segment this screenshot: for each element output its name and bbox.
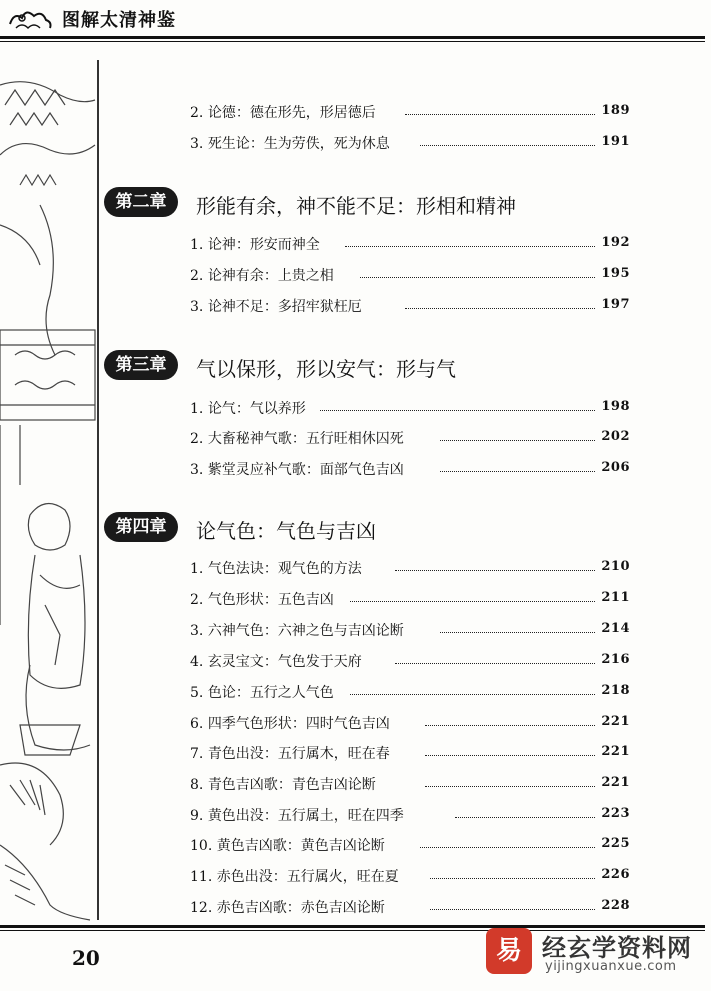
toc-page-number: 211: [601, 590, 630, 605]
chapter-title: 气以保形，形以安气：形与气: [196, 357, 456, 381]
toc-page-number: 221: [601, 714, 630, 729]
toc-entry[interactable]: 6. 四季气色形状：四时气色吉凶 221: [190, 714, 630, 732]
toc-page-number: 226: [601, 867, 630, 882]
toc-page-number: 214: [601, 621, 630, 636]
toc-page-number: 216: [601, 652, 630, 667]
toc-page-number: 225: [601, 836, 630, 851]
toc-page-number: 197: [601, 297, 630, 312]
watermark-logo-icon: 易: [486, 928, 532, 974]
watermark-title[interactable]: 经玄学资料网: [542, 934, 692, 962]
toc-entry[interactable]: 8. 青色吉凶歌：青色吉凶论断 221: [190, 775, 630, 793]
toc-entry[interactable]: 10. 黄色吉凶歌：黄色吉凶论断 225: [190, 836, 630, 854]
chapter-title: 论气色：气色与吉凶: [196, 519, 376, 543]
toc-page-number: 223: [601, 806, 630, 821]
header-rule-thin: [0, 41, 705, 42]
page-header: [0, 0, 711, 45]
toc-page-number: 189: [601, 103, 630, 118]
book-title: 图解太清神鉴: [62, 10, 176, 31]
toc-entry[interactable]: 2. 大畜秘神气歌：五行旺相休囚死 202: [190, 429, 630, 447]
toc-entry[interactable]: 2. 论神有余：上贵之相 195: [190, 266, 630, 284]
toc-page-number: 195: [601, 266, 630, 281]
toc-entry[interactable]: 2. 气色形状：五色吉凶 211: [190, 590, 630, 608]
toc-entry[interactable]: 1. 论气：气以养形 198: [190, 399, 630, 417]
watermark-url[interactable]: yijingxuanxue.com: [545, 959, 677, 974]
toc-entry[interactable]: 1. 气色法诀：观气色的方法 210: [190, 559, 630, 577]
toc-entry[interactable]: 4. 玄灵宝文：气色发于天府 216: [190, 652, 630, 670]
cloud-ornament-icon: [6, 4, 56, 34]
toc-entry[interactable]: 12. 赤色吉凶歌：赤色吉凶论断 228: [190, 898, 630, 916]
toc-entry[interactable]: 3. 紫堂灵应补气歌：面部气色吉凶 206: [190, 460, 630, 478]
page-number: 20: [72, 946, 100, 970]
toc-entry[interactable]: 11. 赤色出没：五行属火，旺在夏 226: [190, 867, 630, 885]
toc-entry[interactable]: 1. 论神：形安而神全 192: [190, 235, 630, 253]
chapter-label: 第三章: [104, 350, 178, 380]
toc-entry[interactable]: 3. 六神气色：六神之色与吉凶论断 214: [190, 621, 630, 639]
decorative-illustration-icon: [0, 45, 100, 925]
toc-entry[interactable]: 7. 青色出没：五行属木，旺在春 221: [190, 744, 630, 762]
chapter-label: 第四章: [104, 512, 178, 542]
toc-page-number: 191: [601, 134, 630, 149]
toc-page-number: 198: [601, 399, 630, 414]
toc-page-number: 202: [601, 429, 630, 444]
toc-entry[interactable]: 5. 色论：五行之人气色 218: [190, 683, 630, 701]
toc-page-number: 192: [601, 235, 630, 250]
toc-page-number: 210: [601, 559, 630, 574]
toc-page-number: 218: [601, 683, 630, 698]
chapter-label: 第二章: [104, 187, 178, 217]
toc-entry[interactable]: 3. 死生论：生为劳佚，死为休息 191: [190, 134, 630, 152]
chapter-title: 形能有余，神不能不足：形相和精神: [196, 194, 516, 218]
toc-entry[interactable]: 9. 黄色出没：五行属土，旺在四季 223: [190, 806, 630, 824]
toc-entry[interactable]: 3. 论神不足：多招牢狱枉厄 197: [190, 297, 630, 315]
toc-page-number: 221: [601, 744, 630, 759]
toc-page-number: 221: [601, 775, 630, 790]
toc-page-number: 206: [601, 460, 630, 475]
toc-entry[interactable]: 2. 论德：德在形先，形居德后 189: [190, 103, 630, 121]
header-rule: [0, 36, 705, 39]
margin-rule: [97, 60, 99, 920]
toc-page-number: 228: [601, 898, 630, 913]
